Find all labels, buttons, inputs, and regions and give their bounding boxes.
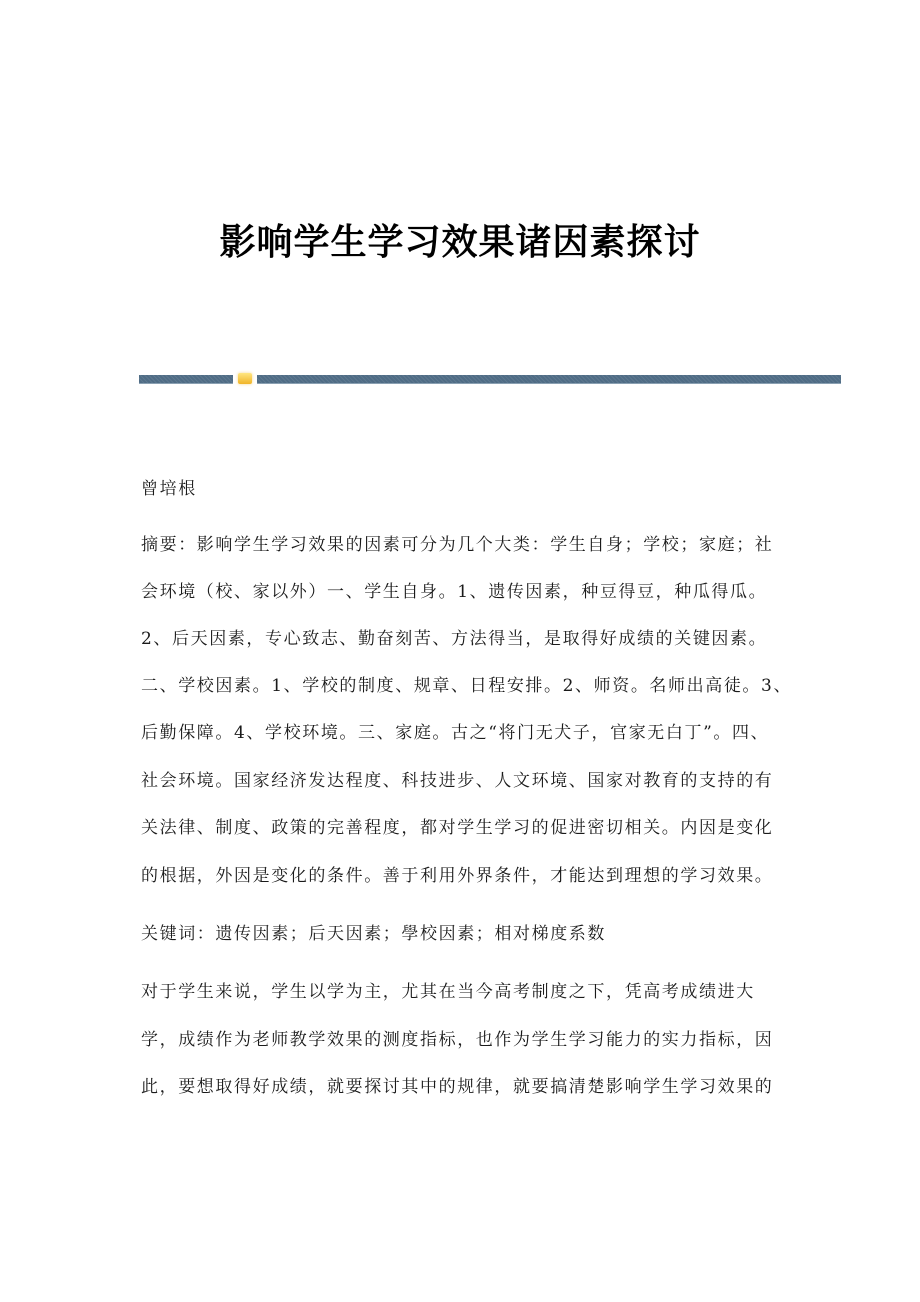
keywords: 关键词：遗传因素；后天因素；學校因素；相对梯度系数 <box>141 924 606 944</box>
abstract-line: 后勤保障。4、学校环境。三、家庭。古之“将门无犬子，官家无白丁”。四、 <box>141 723 770 743</box>
body-line: 此，要想取得好成绩，就要探讨其中的规律，就要搞清楚影响学生学习效果的 <box>141 1077 774 1097</box>
abstract-line: 关法律、制度、政策的完善程度，都对学生学习的促进密切相关。内因是变化 <box>141 818 774 838</box>
abstract-line: 会环境（校、家以外）一、学生自身。1、遗传因素，种豆得豆，种瓜得瓜。 <box>141 582 768 602</box>
divider-bar-left <box>139 375 233 384</box>
body-line: 学，成绩作为老师教学效果的测度指标，也作为学生学习能力的实力指标，因 <box>141 1030 774 1050</box>
body-line: 对于学生来说，学生以学为主，尤其在当今高考制度之下，凭高考成绩进大 <box>141 982 755 1002</box>
abstract-line: 二、学校因素。1、学校的制度、规章、日程安排。2、师资。名师出高徒。3、 <box>141 676 793 696</box>
author-name: 曾培根 <box>141 479 197 499</box>
abstract-line: 2、后天因素，专心致志、勤奋刻苦、方法得当，是取得好成绩的关键因素。 <box>141 629 768 649</box>
divider-bar-right <box>257 375 841 384</box>
abstract-line: 的根据，外因是变化的条件。善于利用外界条件，才能达到理想的学习效果。 <box>141 866 774 886</box>
abstract-line: 摘要：影响学生学习效果的因素可分为几个大类：学生自身；学校；家庭；社 <box>141 535 774 555</box>
divider-emblem-icon <box>238 373 252 384</box>
document-title: 影响学生学习效果诸因素探讨 <box>219 222 701 263</box>
title-divider <box>139 375 841 384</box>
abstract-line: 社会环境。国家经济发达程度、科技进步、人文环境、国家对教育的支持的有 <box>141 771 774 791</box>
